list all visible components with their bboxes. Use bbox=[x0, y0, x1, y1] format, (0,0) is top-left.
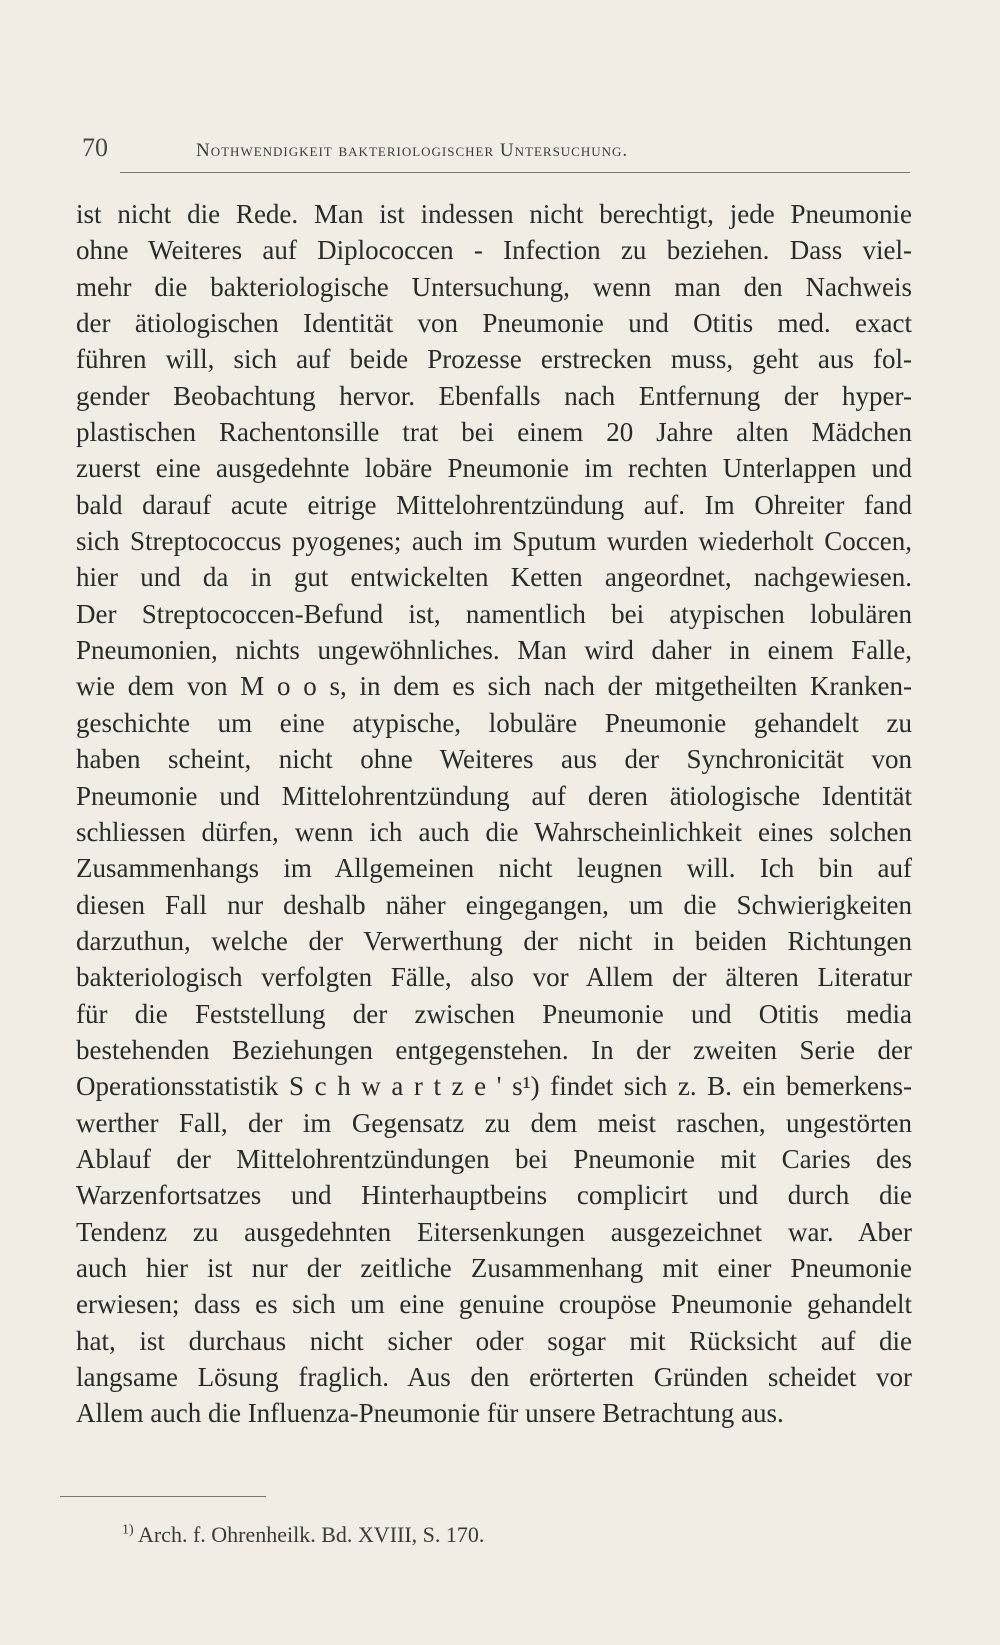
text-line: bakteriologisch verfolgten Fälle, also vor Allem der älteren Literatur bbox=[76, 962, 912, 993]
text-line: Pneumonien, nichts ungewöhnliches. Man wird daher in einem Falle, bbox=[76, 635, 912, 666]
text-line: werther Fall, der im Gegensatz zu dem meist raschen, ungestörten bbox=[76, 1107, 912, 1138]
text-line: auch hier ist nur der zeitliche Zusammenhang mit einer Pneumonie bbox=[76, 1252, 912, 1283]
text-line: führen will, sich auf beide Prozesse erstrecken muss, geht aus fol- bbox=[76, 344, 912, 375]
text-line: zuerst eine ausgedehnte lobäre Pneumonie im rechten Unterlappen und bbox=[76, 453, 912, 484]
text-line: plastischen Rachentonsille trat bei einem 20 Jahre alten Mädchen bbox=[76, 417, 912, 448]
text-line: schliessen dürfen, wenn ich auch die Wahrscheinlichkeit eines solchen bbox=[76, 816, 912, 847]
text-line: ist nicht die Rede. Man ist indessen nicht berechtigt, jede Pneumonie bbox=[76, 199, 912, 229]
text-line: bestehenden Beziehungen entgegenstehen. In der zweiten Serie der bbox=[76, 1034, 912, 1065]
text-line: für die Feststellung der zwischen Pneumonie und Otitis media bbox=[76, 998, 912, 1029]
text-line: langsame Lösung fraglich. Aus den erörterten Gründen scheidet vor bbox=[76, 1362, 912, 1392]
text-line: Allem auch die Influenza-Pneumonie für unsere Betrachtung aus. bbox=[76, 1398, 784, 1429]
text-line: sich Streptococcus pyogenes; auch im Sputum wurden wiederholt Coccen, bbox=[76, 526, 912, 557]
text-line: der ätiologischen Identität von Pneumonie und Otitis med. exact bbox=[76, 308, 912, 339]
running-head: Nothwendigkeit bakteriologischer Untersuchung. bbox=[196, 140, 629, 161]
text-line: Der Streptococcen-Befund ist, namentlich bei atypischen lobulären bbox=[76, 598, 912, 629]
text-line: mehr die bakteriologische Untersuchung, wenn man den Nachweis bbox=[76, 271, 912, 302]
footnote-marker: 1) bbox=[122, 1522, 134, 1538]
text-line: Ablauf der Mittelohrentzündungen bei Pneumonie mit Caries des bbox=[76, 1143, 912, 1174]
text-line: Zusammenhangs im Allgemeinen nicht leugnen will. Ich bin auf bbox=[76, 853, 912, 884]
text-line: diesen Fall nur deshalb näher eingegangen, um die Schwierigkeiten bbox=[76, 889, 912, 920]
page-header bbox=[82, 133, 910, 163]
text-line: bald darauf acute eitrige Mittelohrentzündung auf. Im Ohreiter fand bbox=[76, 489, 912, 520]
text-line: hier und da in gut entwickelten Ketten angeordnet, nachgewiesen. bbox=[76, 562, 912, 593]
text-line: Tendenz zu ausgedehnten Eitersenkungen ausgezeichnet war. Aber bbox=[76, 1216, 912, 1247]
text-line: geschichte um eine atypische, lobuläre Pneumonie gehandelt zu bbox=[76, 707, 912, 738]
text-line: Operationsstatistik S c h w a r t z e ' s¹) findet sich z. B. ein bemerkens- bbox=[76, 1071, 912, 1102]
page-number: 70 bbox=[82, 133, 108, 162]
text-line: Warzenfortsatzes und Hinterhauptbeins complicirt und durch die bbox=[76, 1180, 912, 1211]
text-line: hat, ist durchaus nicht sicher oder sogar mit Rücksicht auf die bbox=[76, 1325, 912, 1356]
footnote-rule bbox=[60, 1496, 266, 1497]
text-line: haben scheint, nicht ohne Weiteres aus der Synchronicität von bbox=[76, 744, 912, 775]
text-line: ohne Weiteres auf Diplococcen - Infection zu beziehen. Dass viel- bbox=[76, 235, 912, 266]
text-line: erwiesen; dass es sich um eine genuine croupöse Pneumonie gehandelt bbox=[76, 1289, 912, 1320]
text-line: wie dem von M o o s, in dem es sich nach der mitgetheilten Kranken- bbox=[76, 671, 912, 702]
text-line: gender Beobachtung hervor. Ebenfalls nach Entfernung der hyper- bbox=[76, 380, 912, 411]
text-line: darzuthun, welche der Verwerthung der nicht in beiden Richtungen bbox=[76, 925, 912, 956]
body-text bbox=[76, 196, 912, 1432]
footnote bbox=[122, 1522, 484, 1548]
text-line: Pneumonie und Mittelohrentzündung auf deren ätiologische Identität bbox=[76, 780, 912, 811]
header-rule bbox=[120, 172, 910, 173]
footnote-text: Arch. f. Ohrenheilk. Bd. XVIII, S. 170. bbox=[137, 1522, 485, 1547]
